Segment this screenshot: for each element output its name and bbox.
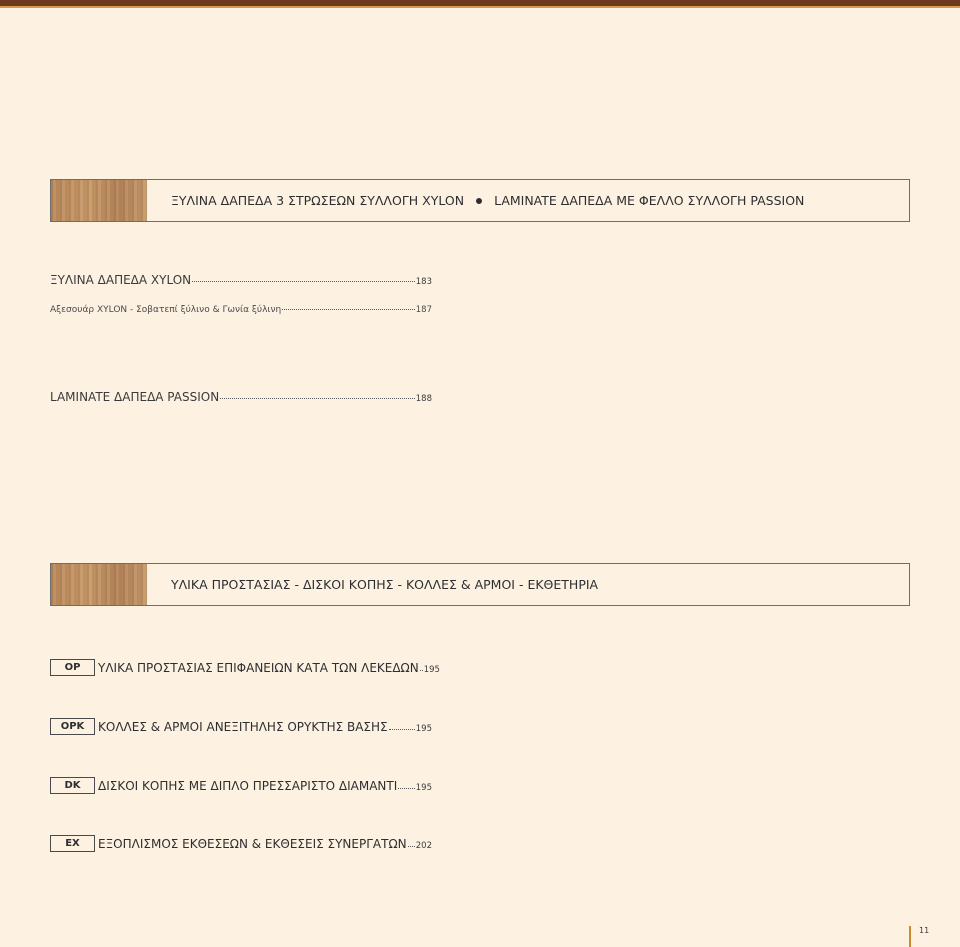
toc-entry-page: 187 [415,305,432,315]
toc-entry-xylon-accessories[interactable] [50,305,432,315]
banner-title-xylon: ΞΥΛΙΝΑ ΔΑΠΕΔΑ 3 ΣΤΡΩΣΕΩΝ ΣΥΛΛΟΓΗ XYLON [171,193,465,208]
toc-entry-xylon[interactable] [50,273,432,287]
dot-leader [408,846,415,847]
banner-title-passion: LAMINATE ΔΑΠΕΔΑ ΜΕ ΦΕΛΛΟ ΣΥΛΛΟΓΗ PASSION [494,193,805,208]
toc-entry-op[interactable] [50,659,440,676]
toc-entry-laminate-passion[interactable] [50,390,432,404]
dot-leader [389,729,415,730]
toc-entry-label: ΕΞΟΠΛΙΣΜΟΣ ΕΚΘΕΣΕΩΝ & ΕΚΘΕΣΕΙΣ ΣΥΝΕΡΓΑΤΩΝ [98,836,407,851]
category-code-badge: ΟΡ [50,659,95,676]
toc-entry-label: ΔΙΣΚΟΙ ΚΟΠΗΣ ΜΕ ΔΙΠΛΟ ΠΡΕΣΣΑΡΙΣΤΟ ΔΙΑΜΑΝΤΙ [98,778,398,793]
toc-entry-label: ΥΛΙΚΑ ΠΡΟΣΤΑΣΙΑΣ ΕΠΙΦΑΝΕΙΩΝ ΚΑΤΑ ΤΩΝ ΛΕΚΕΔΩΝ [98,660,419,675]
dot-leader [192,281,415,282]
toc-entry-ex[interactable] [50,835,432,852]
toc-entry-opk[interactable] [50,718,432,735]
toc-entry-page: 183 [415,277,432,287]
toc-entry-label: LAMINATE ΔΑΠΕΔΑ PASSION [50,390,220,404]
toc-entry-page: 195 [415,782,432,793]
wood-texture-swatch [51,564,147,605]
top-accent-stripe [0,6,960,8]
dot-leader [398,788,414,789]
banner-title [171,180,804,221]
category-code-badge: DK [50,777,95,794]
section-banner-xylon-passion [50,179,910,222]
page-number: 11 [919,926,930,935]
toc-entry-label: Αξεσουάρ XYLON - Σοβατεπί ξύλινο & Γωνία ξύλινη [50,305,282,315]
page-number-accent-bar [909,926,911,947]
dot-leader [282,309,415,310]
bullet-icon [476,198,482,204]
banner-title: ΥΛΙΚΑ ΠΡΟΣΤΑΣΙΑΣ - ΔΙΣΚΟΙ ΚΟΠΗΣ - ΚΟΛΛΕΣ & ΑΡΜΟΙ - ΕΚΘΕΤΗΡΙΑ [171,577,599,592]
toc-entry-label: ΚΟΛΛΕΣ & ΑΡΜΟΙ ΑΝΕΞΙΤΗΛΗΣ ΟΡΥΚΤΗΣ ΒΑΣΗΣ [98,719,388,734]
toc-entry-dk[interactable] [50,777,432,794]
dot-leader [420,670,423,671]
section-banner-protection-materials [50,563,910,606]
toc-entry-page: 202 [415,840,432,851]
category-code-badge: ΕΧ [50,835,95,852]
wood-texture-swatch [51,180,147,221]
toc-entry-page: 195 [415,723,432,734]
category-code-badge: ΟΡΚ [50,718,95,735]
toc-entry-page: 188 [415,394,432,404]
toc-entry-label: ΞΥΛΙΝΑ ΔΑΠΕΔΑ XYLON [50,273,192,287]
toc-entry-page: 195 [423,664,440,675]
dot-leader [220,398,415,399]
